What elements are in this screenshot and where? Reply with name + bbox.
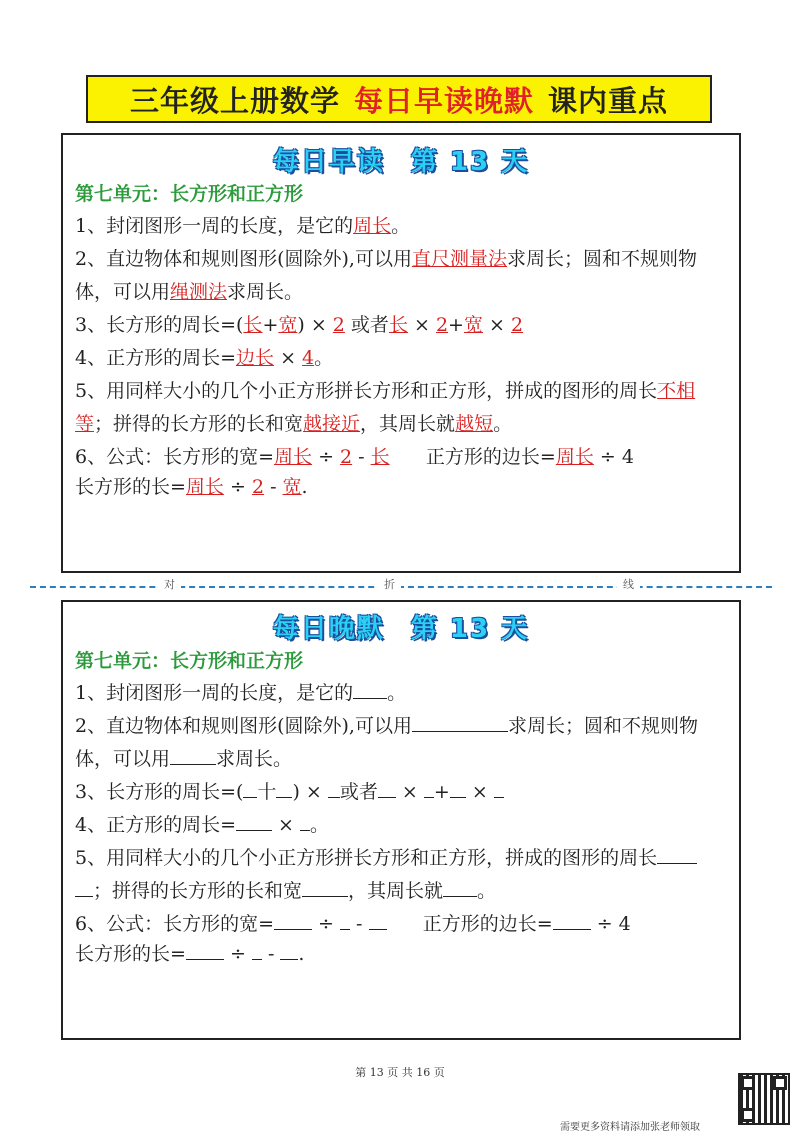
answer-blank	[252, 945, 262, 960]
answer-blank	[369, 915, 387, 930]
qr-code-icon	[738, 1073, 790, 1125]
morning-item-3: 3、长方形的周长=(长+宽) × 2 或者长 × 2+宽 × 2	[75, 314, 524, 336]
answer-blank	[340, 915, 350, 930]
answer-blank	[300, 816, 310, 831]
answer-blank	[186, 945, 224, 960]
answer-blank	[378, 783, 396, 798]
answer-blank	[280, 945, 298, 960]
banner-highlight: 每日早读晚默	[353, 83, 534, 118]
answer-blank	[657, 849, 697, 864]
evening-item-2-cont: 体，可以用 求周长。	[75, 748, 293, 770]
morning-reading-box	[61, 133, 741, 573]
answer-blank	[274, 915, 312, 930]
evening-title	[63, 608, 739, 645]
page-number: 第 13 页 共 16 页	[355, 1066, 445, 1079]
fold-label-1: 对	[158, 576, 181, 592]
answer-blank	[450, 783, 466, 798]
evening-day-label: 第 13 天	[410, 614, 530, 644]
banner-topic: 课内重点	[548, 83, 669, 118]
answer-blank	[276, 783, 292, 798]
answer-blank	[443, 882, 477, 897]
answer: 直尺测量法	[411, 248, 507, 270]
morning-item-2: 2、直边物体和规则图形(圆除外),可以用直尺测量法求周长；圆和不规则物	[75, 248, 697, 270]
answer-blank	[243, 783, 257, 798]
answer: 周长	[353, 215, 392, 237]
evening-item-1: 1、封闭图形一周的长度，是它的 。	[75, 682, 407, 704]
answer-blank	[328, 783, 340, 798]
morning-day-label: 第 13 天	[410, 147, 530, 177]
evening-item-4: 4、正方形的周长= × 。	[75, 814, 330, 836]
answer-blank	[170, 750, 216, 765]
morning-item-4: 4、正方形的周长=边长 × 4。	[75, 347, 334, 369]
evening-item-2: 2、直边物体和规则图形(圆除外),可以用 求周长；圆和不规则物	[75, 715, 698, 737]
contact-note: 需要更多资料请添加张老师领取	[560, 1122, 700, 1133]
morning-item-5-cont: 等；拼得的长方形的长和宽越接近，其周长就越短。	[75, 413, 513, 435]
answer-blank	[302, 882, 348, 897]
evening-title-label: 每日晚默	[272, 614, 385, 644]
answer-blank	[353, 684, 387, 699]
evening-item-5-cont: ；拼得的长方形的长和宽 ，其周长就 。	[75, 876, 725, 903]
fold-line	[30, 586, 772, 588]
answer-blank	[236, 816, 272, 831]
evening-item-3: 3、长方形的周长=( 十 ) × 或者 × + ×	[75, 777, 725, 804]
evening-item-7: 长方形的长= ÷ - .	[75, 943, 305, 965]
answer-blank	[412, 717, 508, 732]
morning-item-1: 1、封闭图形一周的长度，是它的周长。	[75, 215, 411, 237]
evening-dictation-box	[61, 600, 741, 1040]
morning-item-5: 5、用同样大小的几个小正方形拼长方形和正方形，拼成的图形的周长不相	[75, 380, 696, 402]
morning-item-6: 6、公式：长方形的宽=周长 ÷ 2 - 长 正方形的边长=周长 ÷ 4	[75, 446, 634, 468]
answer-blank	[494, 783, 504, 798]
answer-blank	[424, 783, 434, 798]
evening-unit-heading: 第七单元：长方形和正方形	[75, 650, 304, 672]
morning-unit-heading: 第七单元：长方形和正方形	[75, 183, 304, 205]
fold-label-2: 折	[378, 576, 401, 592]
morning-item-7: 长方形的长=周长 ÷ 2 - 宽.	[75, 476, 308, 498]
morning-title	[63, 141, 739, 178]
fold-label-3: 线	[617, 576, 640, 592]
banner-grade: 三年级上册数学	[129, 83, 340, 118]
page-banner	[86, 75, 712, 123]
answer: 绳测法	[170, 281, 228, 303]
answer-blank	[75, 882, 93, 897]
answer-blank	[553, 915, 591, 930]
morning-title-label: 每日早读	[272, 147, 385, 177]
evening-item-6: 6、公式：长方形的宽= ÷ - 正方形的边长= ÷ 4	[75, 913, 631, 935]
evening-item-5: 5、用同样大小的几个小正方形拼长方形和正方形，拼成的图形的周长	[75, 843, 725, 870]
morning-item-2-cont: 体，可以用绳测法求周长。	[75, 281, 304, 303]
